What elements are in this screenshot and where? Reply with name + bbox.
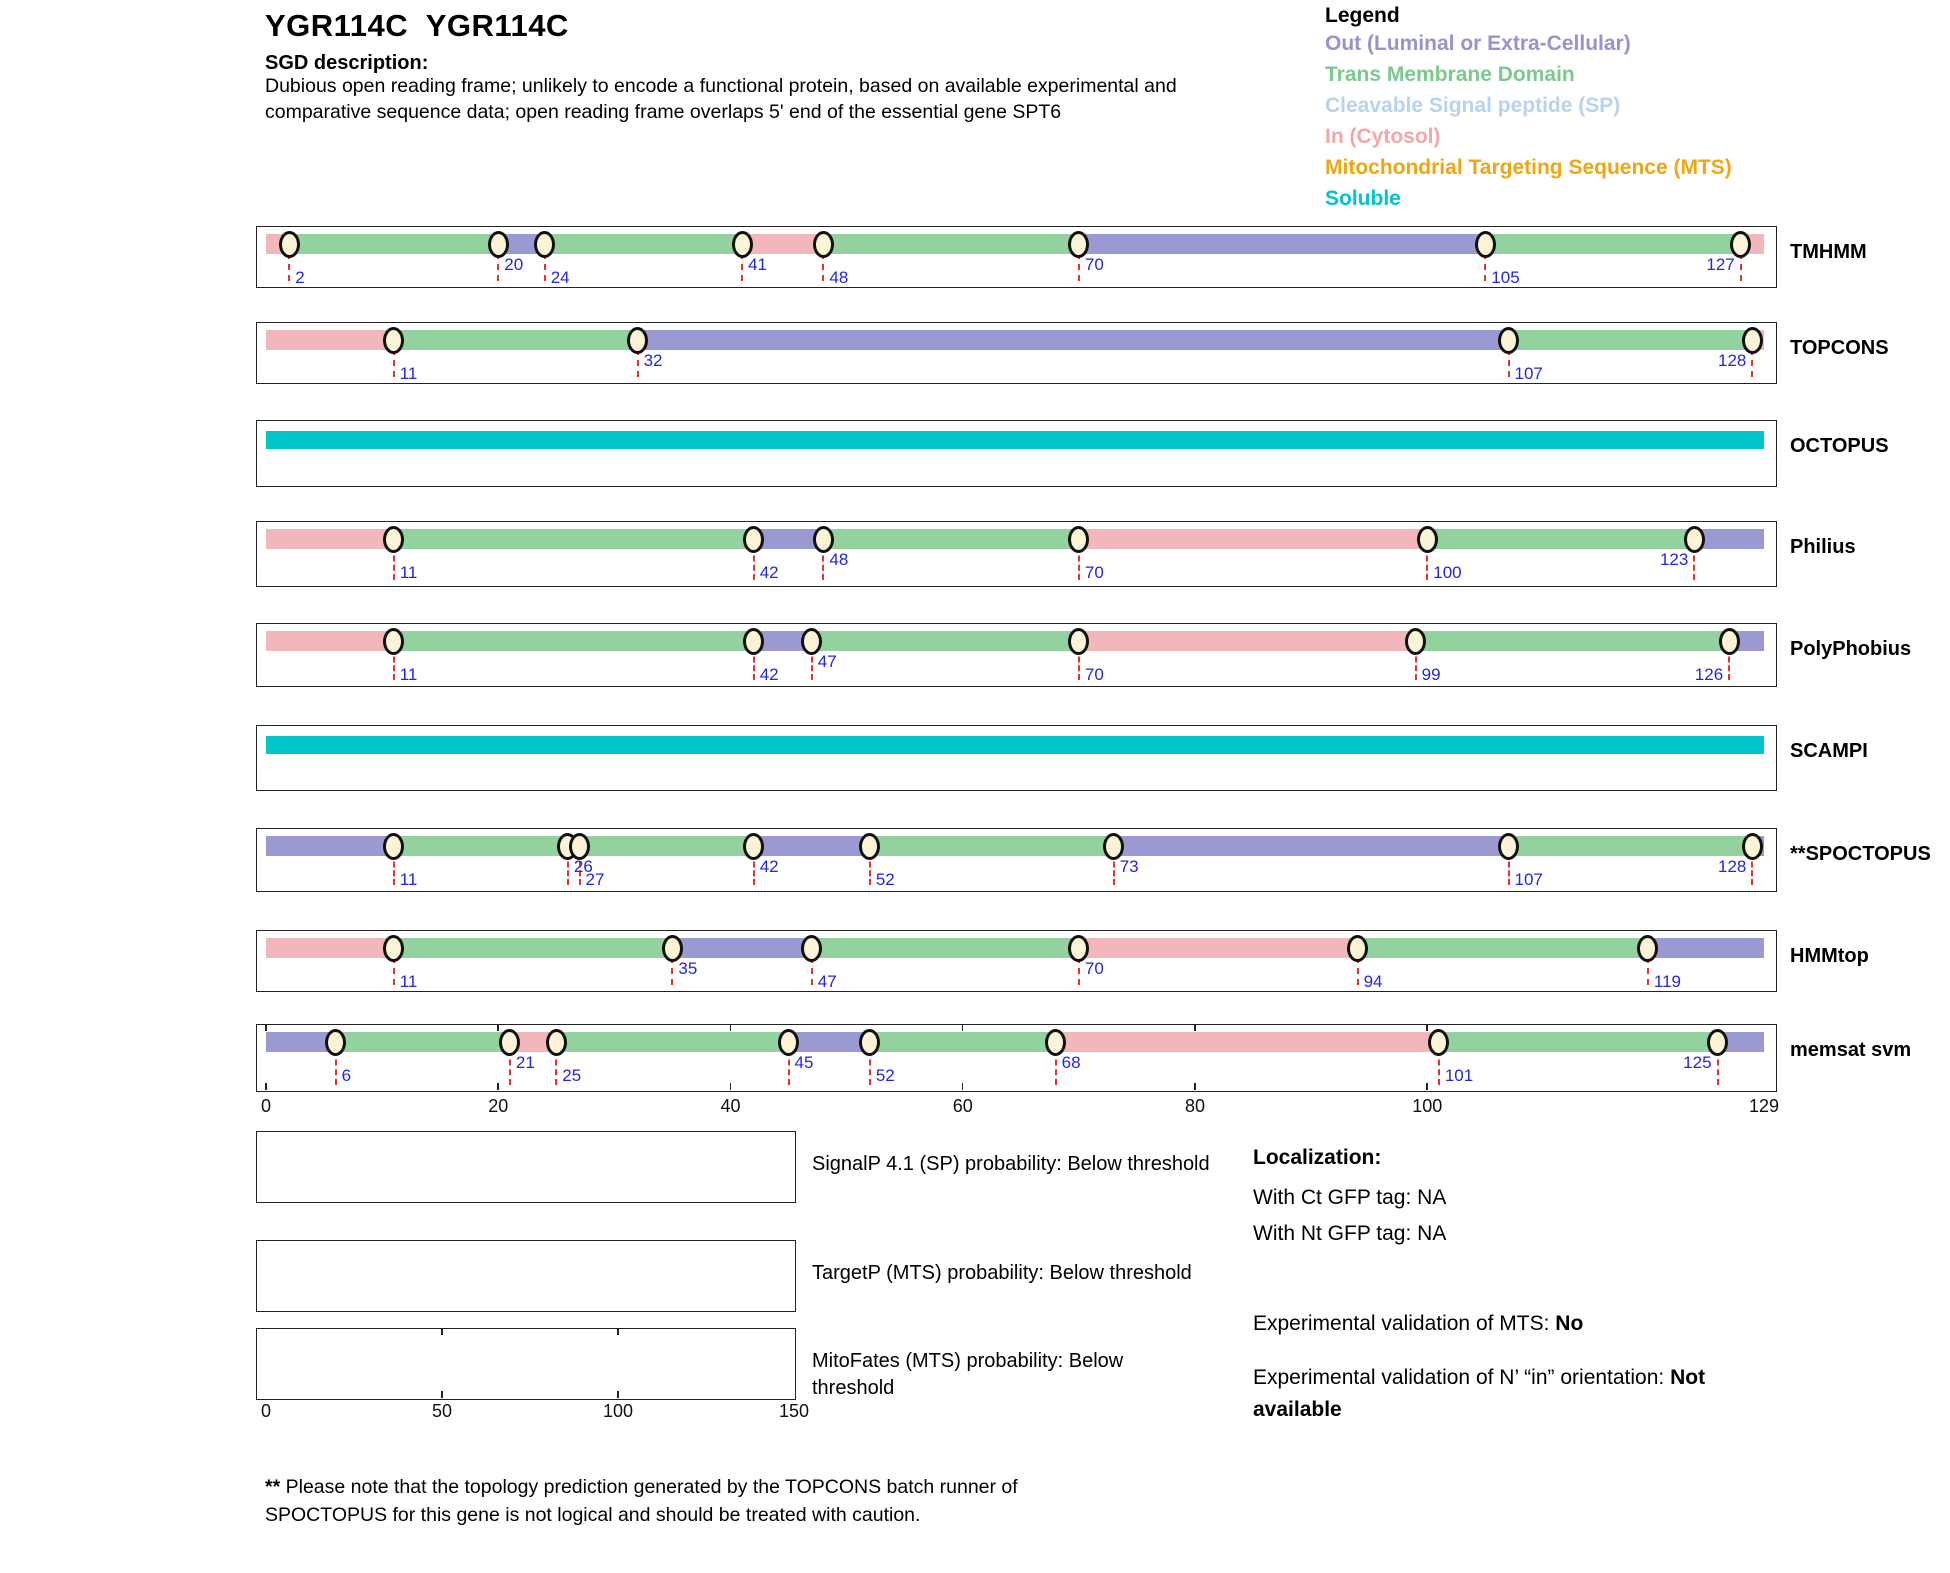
track-label: **SPOCTOPUS	[1790, 843, 1931, 865]
marker-number: 94	[1363, 972, 1383, 991]
axis-tick	[497, 1083, 499, 1090]
legend-item-mts: Mitochondrial Targeting Sequence (MTS)	[1325, 156, 1732, 179]
topology-segment-in	[1056, 1032, 1439, 1052]
marker-number: 11	[399, 972, 418, 991]
track-label: memsat svm	[1790, 1039, 1912, 1061]
probability-panel-label: SignalP 4.1 (SP) probability: Below threshold	[812, 1153, 1210, 1175]
marker-number: 128	[1718, 351, 1747, 370]
marker-number: 127	[1706, 255, 1735, 274]
marker-number: 125	[1683, 1053, 1712, 1072]
localization-ct-gfp: With Ct GFP tag: NA	[1253, 1186, 1447, 1209]
topology-segment-out	[754, 836, 870, 856]
position-marker	[1498, 833, 1519, 860]
marker-number: 35	[678, 959, 698, 978]
topology-segment-tm	[556, 1032, 788, 1052]
axis-tick	[1426, 1083, 1428, 1090]
panel-axis-label: 50	[431, 1401, 453, 1421]
position-marker	[813, 526, 834, 553]
sequence-axis-label: 0	[260, 1096, 272, 1116]
panel-tick	[441, 1328, 443, 1335]
mts-validation-line	[1253, 1312, 1728, 1336]
sequence-axis-label: 129	[1748, 1096, 1780, 1116]
localization-block	[1253, 1146, 1728, 1426]
axis-tick	[1426, 1024, 1428, 1031]
legend-item-out: Out (Luminal or Extra-Cellular)	[1325, 32, 1631, 55]
marker-number: 11	[399, 364, 418, 383]
marker-number: 128	[1718, 857, 1747, 876]
marker-number: 42	[759, 563, 779, 582]
legend	[1325, 4, 1732, 214]
topology-segment-tm	[812, 631, 1079, 651]
legend-item-in: In (Cytosol)	[1325, 125, 1441, 148]
position-marker	[627, 327, 648, 354]
marker-number: 52	[875, 870, 895, 889]
position-marker	[1707, 1029, 1728, 1056]
topology-segment-out	[672, 938, 811, 958]
legend-title: Legend	[1325, 4, 1400, 27]
topology-segment-in	[742, 234, 823, 254]
marker-number: 101	[1444, 1066, 1474, 1085]
topology-segment-tm	[870, 836, 1114, 856]
panel-axis-label: 0	[260, 1401, 272, 1421]
marker-number: 107	[1514, 364, 1543, 383]
marker-number: 105	[1491, 268, 1520, 287]
orientation-validation-value: Not available	[1253, 1366, 1706, 1421]
sgd-description-label: SGD description:	[265, 52, 429, 74]
probability-panel-label: MitoFates (MTS) probability: Below threshold	[812, 1350, 1124, 1399]
topology-segment-tm	[823, 234, 1078, 254]
localization-title: Localization:	[1253, 1146, 1382, 1169]
marker-number: 48	[829, 550, 849, 569]
marker-number: 11	[399, 563, 418, 582]
position-marker	[1417, 526, 1438, 553]
topology-segment-in	[1079, 631, 1416, 651]
topology-segment-tm	[394, 330, 638, 350]
marker-number: 42	[759, 665, 779, 684]
sequence-axis-label: 80	[1184, 1096, 1205, 1116]
sequence-axis-label: 20	[488, 1096, 509, 1116]
position-marker	[488, 231, 509, 258]
marker-number: 70	[1084, 255, 1104, 274]
topology-segment-tm	[1509, 330, 1753, 350]
marker-number: 123	[1659, 550, 1689, 569]
marker-number: 73	[1119, 857, 1139, 876]
position-marker	[1742, 833, 1763, 860]
sequence-axis-label: 100	[1412, 1096, 1443, 1116]
axis-tick	[1194, 1024, 1196, 1031]
probability-panel-box	[256, 1240, 796, 1312]
topology-segment-tm	[394, 529, 754, 549]
legend-item-tm: Trans Membrane Domain	[1325, 63, 1575, 86]
position-marker	[662, 935, 683, 962]
topology-segment-in	[1079, 938, 1358, 958]
sequence-axis-label: 40	[720, 1096, 741, 1116]
panel-tick	[617, 1328, 619, 1335]
position-marker	[778, 1029, 799, 1056]
track-label: PolyPhobius	[1790, 638, 1912, 660]
mts-validation-value: No	[1555, 1312, 1584, 1335]
marker-number: 32	[643, 351, 663, 370]
topology-segment-in	[266, 938, 394, 958]
position-marker	[1684, 526, 1705, 553]
localization-nt-gfp: With Nt GFP tag: NA	[1253, 1222, 1447, 1245]
marker-number: 107	[1514, 870, 1543, 889]
axis-tick	[1194, 1083, 1196, 1090]
footnote-text: Please note that the topology prediction generated by the TOPCONS batch runner of SPOCTOPUS for this gene is not logical and should be treated with caution.	[265, 1476, 1018, 1526]
track-label: HMMtop	[1790, 945, 1869, 967]
orientation-validation-label: Experimental validation of N’ “in” orientation:	[1253, 1366, 1671, 1389]
track-label: Philius	[1790, 536, 1856, 558]
axis-tick	[265, 1024, 267, 1031]
topology-segment-tm	[580, 836, 754, 856]
marker-number: 21	[515, 1053, 535, 1072]
position-marker	[1475, 231, 1496, 258]
marker-number: 24	[550, 268, 570, 287]
position-marker	[1498, 327, 1519, 354]
marker-number: 20	[504, 255, 524, 274]
marker-number: 2	[295, 268, 305, 287]
position-marker	[569, 833, 590, 860]
topology-segment-tm	[1509, 836, 1753, 856]
axis-tick	[962, 1024, 964, 1031]
position-marker	[1045, 1029, 1066, 1056]
topology-segment-out	[266, 836, 394, 856]
position-marker	[1347, 935, 1368, 962]
marker-number: 42	[759, 857, 779, 876]
footnote-asterisks: **	[265, 1476, 281, 1498]
topology-segment-tm	[1485, 234, 1740, 254]
position-marker	[279, 231, 300, 258]
topology-segment-soluble	[266, 736, 1764, 754]
topology-segment-tm	[336, 1032, 510, 1052]
panel-tick	[441, 1391, 443, 1398]
probability-panel-box	[256, 1328, 796, 1400]
marker-number: 41	[748, 255, 768, 274]
marker-number: 70	[1084, 563, 1104, 582]
axis-tick	[265, 1083, 267, 1090]
axis-tick	[497, 1024, 499, 1031]
topology-segment-tm	[545, 234, 742, 254]
sequence-axis-label: 60	[952, 1096, 973, 1116]
axis-tick	[962, 1083, 964, 1090]
axis-tick	[730, 1024, 732, 1031]
panel-tick	[617, 1391, 619, 1398]
marker-number: 11	[399, 870, 418, 889]
page-title: YGR114C YGR114C	[265, 8, 569, 43]
orientation-validation-line	[1253, 1362, 1728, 1426]
topology-segment-tm	[394, 938, 673, 958]
topology-segment-in	[266, 631, 394, 651]
topology-segment-tm	[1358, 938, 1648, 958]
marker-number: 119	[1653, 972, 1681, 991]
topology-segment-out	[1079, 234, 1485, 254]
topology-segment-in	[266, 529, 394, 549]
topology-segment-tm	[870, 1032, 1056, 1052]
track-box	[256, 725, 1777, 791]
marker-number: 45	[794, 1053, 814, 1072]
marker-number: 126	[1694, 665, 1724, 684]
legend-item-soluble: Soluble	[1325, 187, 1401, 210]
topology-segment-tm	[394, 631, 754, 651]
topology-segment-tm	[289, 234, 498, 254]
marker-number: 70	[1084, 959, 1104, 978]
legend-items	[1325, 28, 1732, 214]
topology-segment-in	[1079, 529, 1427, 549]
marker-number: 6	[341, 1066, 352, 1085]
topology-segment-tm	[1439, 1032, 1718, 1052]
topology-segment-tm	[1427, 529, 1694, 549]
topology-segment-out	[789, 1032, 870, 1052]
topology-segment-soluble	[266, 431, 1764, 449]
track-label: TOPCONS	[1790, 337, 1889, 359]
mts-validation-label: Experimental validation of MTS:	[1253, 1312, 1556, 1335]
track-label: TMHMM	[1790, 241, 1867, 263]
topology-segment-tm	[394, 836, 568, 856]
legend-item-sp: Cleavable Signal peptide (SP)	[1325, 94, 1621, 117]
marker-number: 52	[875, 1066, 895, 1085]
marker-number: 48	[829, 268, 849, 287]
position-marker	[1405, 628, 1426, 655]
position-marker	[813, 231, 834, 258]
topology-segment-in	[266, 330, 394, 350]
axis-tick	[730, 1083, 732, 1090]
marker-number: 70	[1084, 665, 1104, 684]
marker-number: 100	[1433, 563, 1462, 582]
probability-panel-box	[256, 1131, 796, 1203]
topology-segment-tm	[823, 529, 1078, 549]
footnote	[265, 1473, 1105, 1529]
panel-axis-label: 100	[602, 1401, 634, 1421]
marker-number: 68	[1061, 1053, 1081, 1072]
position-marker	[546, 1029, 567, 1056]
marker-number: 26	[573, 857, 593, 876]
marker-number: 99	[1421, 665, 1441, 684]
topology-segment-out	[638, 330, 1509, 350]
topology-segment-out	[1114, 836, 1509, 856]
marker-number: 47	[817, 652, 837, 671]
probability-panel-label: TargetP (MTS) probability: Below threshold	[812, 1262, 1192, 1284]
position-marker	[1742, 327, 1763, 354]
track-label: SCAMPI	[1790, 740, 1868, 762]
topology-segment-out	[1648, 938, 1764, 958]
panel-axis-label: 150	[778, 1401, 810, 1421]
marker-number: 11	[399, 665, 418, 684]
track-label: OCTOPUS	[1790, 435, 1889, 457]
marker-number: 27	[585, 870, 605, 889]
sgd-description-text: Dubious open reading frame; unlikely to encode a functional protein, based on available experimental and comparative sequence data; open reading frame overlaps 5' end of the essential gene SPT6	[265, 75, 1177, 123]
position-marker	[1719, 628, 1740, 655]
marker-number: 25	[562, 1066, 582, 1085]
topology-segment-tm	[1416, 631, 1730, 651]
topology-segment-tm	[812, 938, 1079, 958]
position-marker	[732, 231, 753, 258]
marker-number: 47	[817, 972, 837, 991]
